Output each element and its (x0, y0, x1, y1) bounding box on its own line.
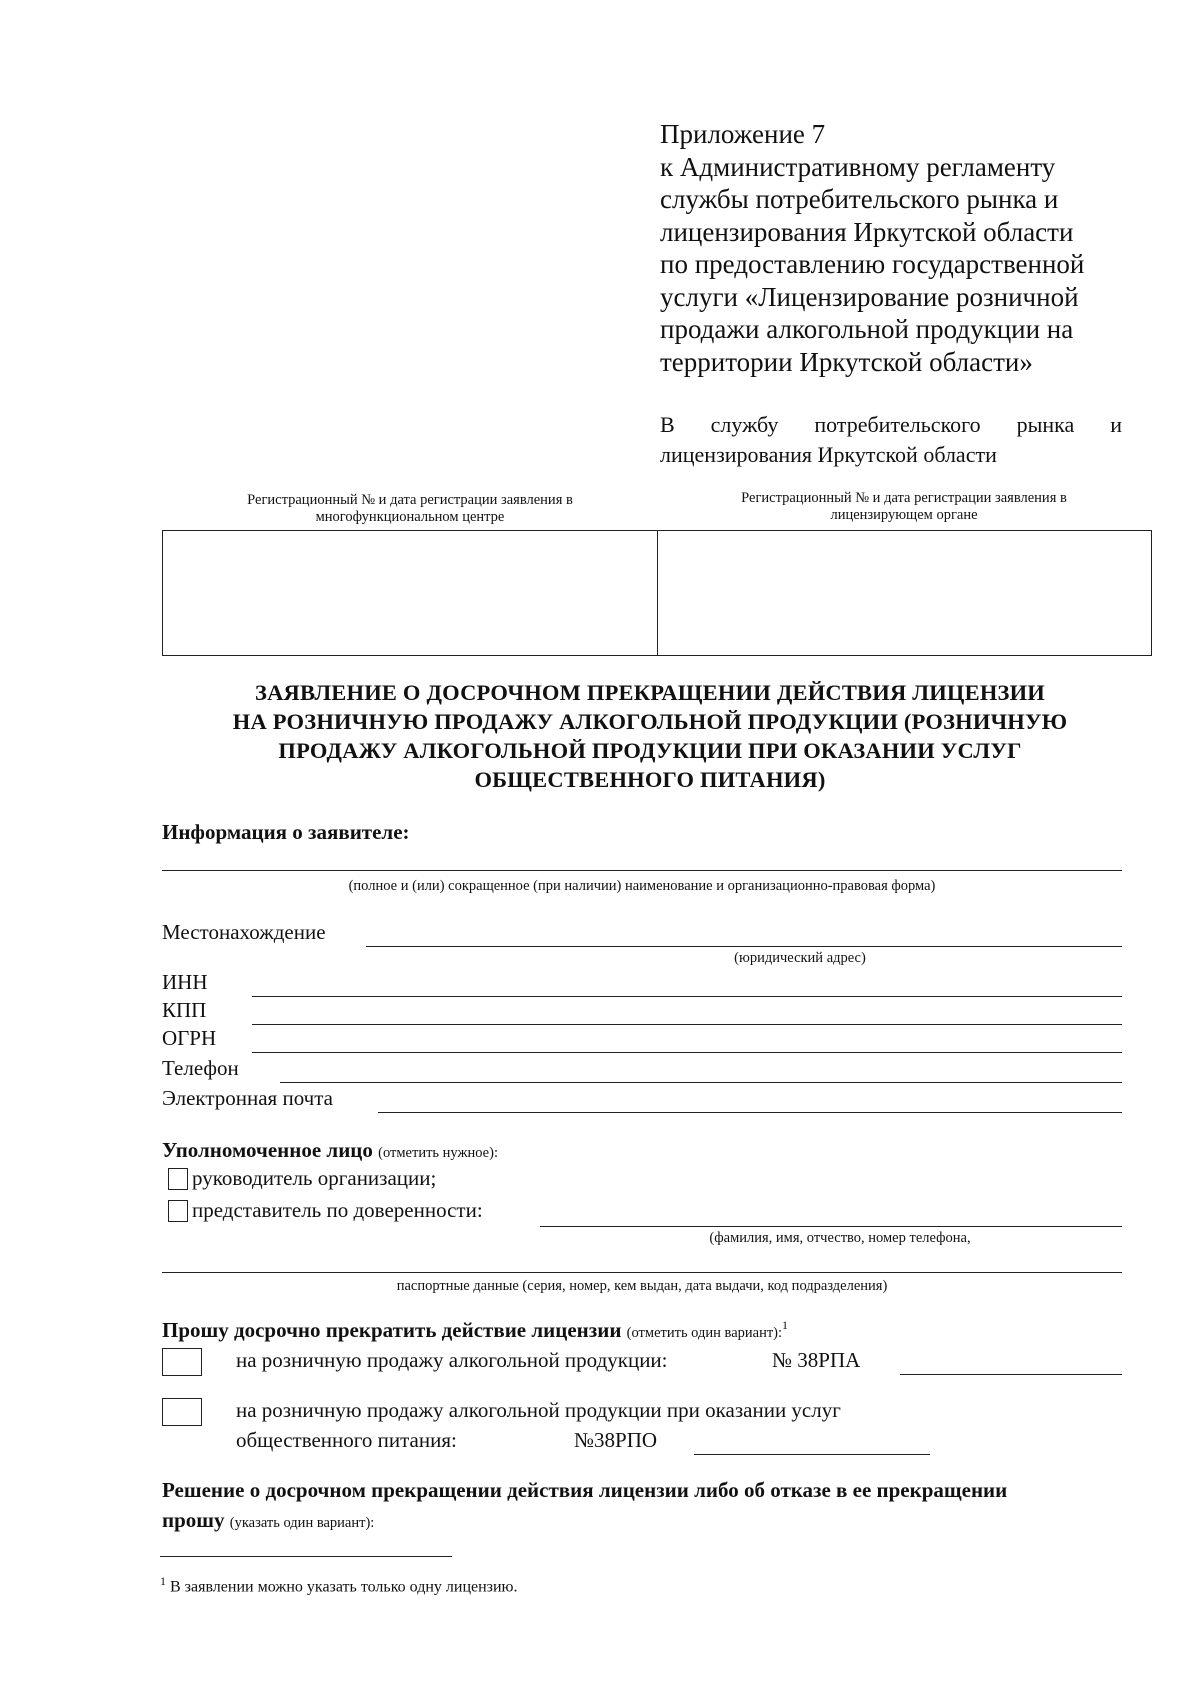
footnote-separator (160, 1556, 452, 1557)
appendix-line: услуги «Лицензирование розничной (660, 281, 1079, 312)
ogrn-field[interactable] (252, 1052, 1122, 1053)
footnote-ref: 1 (782, 1318, 789, 1332)
label-line: Регистрационный № и дата регистрации заявления в (247, 492, 573, 508)
proxy-representative-field[interactable] (540, 1226, 1122, 1227)
footnote (160, 1574, 518, 1596)
applicant-name-field[interactable] (162, 870, 1122, 871)
location-caption: (юридический адрес) (734, 950, 866, 966)
phone-field[interactable] (280, 1082, 1122, 1083)
kpp-field[interactable] (252, 1024, 1122, 1025)
catering-license-number: №38РПО (574, 1428, 658, 1452)
label-line: лицензирующем органе (830, 507, 978, 523)
proxy-caption: (фамилия, имя, отчество, номер телефона, (709, 1230, 971, 1246)
retail-license-number: № 38РПА (772, 1348, 861, 1372)
addressee-line: лицензирования Иркутской области (660, 442, 997, 467)
catering-license-label: на розничную продажу алкогольной продукции при оказании услуг (236, 1398, 841, 1422)
appendix-line: службы потребительского рынка и (660, 184, 1059, 214)
head-of-organization-label: руководитель организации; (192, 1166, 437, 1190)
email-field[interactable] (378, 1112, 1122, 1113)
decision-hint: (указать один вариант): (229, 1515, 375, 1531)
label-line: многофункциональном центре (315, 509, 505, 525)
authorized-heading: Уполномоченное лицо (162, 1138, 373, 1162)
head-of-organization-checkbox[interactable] (168, 1168, 188, 1190)
title-line: ОБЩЕСТВЕННОГО ПИТАНИЯ) (474, 767, 826, 792)
catering-license-number-field[interactable] (694, 1454, 930, 1455)
decision-heading-cont: прошу (162, 1508, 225, 1532)
proxy-representative-checkbox[interactable] (168, 1200, 188, 1222)
title-line: ЗАЯВЛЕНИЕ О ДОСРОЧНОМ ПРЕКРАЩЕНИИ ДЕЙСТВИЯ ЛИЦЕНЗИИ (255, 680, 1045, 705)
decision-heading-row (162, 1508, 374, 1533)
authorized-hint: (отметить нужное): (378, 1145, 498, 1161)
footnote-text: В заявлении можно указать только одну лицензию. (170, 1578, 518, 1596)
request-heading: Прошу досрочно прекратить действие лицензии (162, 1318, 622, 1342)
appendix-line: территории Иркутской области» (660, 346, 1033, 377)
title-line: ПРОДАЖУ АЛКОГОЛЬНОЙ ПРОДУКЦИИ ПРИ ОКАЗАНИИ УСЛУГ (278, 738, 1022, 763)
addressee (660, 410, 1122, 470)
location-field[interactable] (366, 946, 1122, 947)
applicant-name-caption: (полное и (или) сокращенное (при наличии) наименование и организационно-правовая форма) (348, 878, 936, 894)
registration-table (162, 530, 1152, 656)
licensing-registration-label (664, 490, 1144, 524)
addressee-line: В службу потребительского рынка и (660, 412, 1122, 437)
applicant-heading: Информация о заявителе: (162, 820, 410, 844)
appendix-line: Приложение 7 (660, 119, 826, 149)
passport-caption: паспортные данные (серия, номер, кем выдан, дата выдачи, код подразделения) (396, 1278, 888, 1294)
request-heading-row (162, 1318, 788, 1343)
proxy-representative-label: представитель по доверенности: (192, 1198, 483, 1222)
appendix-header (660, 118, 1120, 378)
passport-field[interactable] (162, 1272, 1122, 1273)
appendix-line: по предоставлению государственной (660, 249, 1085, 279)
licensing-registration-cell[interactable] (657, 531, 1152, 655)
appendix-line: к Административному регламенту (660, 151, 1056, 182)
retail-license-label: на розничную продажу алкогольной продукции: (236, 1348, 668, 1372)
kpp-label: КПП (162, 998, 207, 1022)
inn-label: ИНН (162, 970, 208, 994)
authorized-heading-row (162, 1138, 498, 1163)
document-title (150, 678, 1150, 794)
email-label: Электронная почта (162, 1086, 333, 1110)
retail-license-number-field[interactable] (900, 1374, 1122, 1375)
appendix-line: лицензирования Иркутской области (660, 216, 1074, 247)
retail-license-checkbox[interactable] (162, 1348, 202, 1376)
request-hint: (отметить один вариант): (626, 1325, 783, 1341)
inn-field[interactable] (252, 996, 1122, 997)
decision-heading: Решение о досрочном прекращении действия лицензии либо об отказе в ее прекращении (162, 1478, 1008, 1502)
footnote-mark: 1 (160, 1574, 166, 1588)
mfc-registration-label (170, 492, 650, 526)
appendix-line: продажи алкогольной продукции на (660, 314, 1074, 344)
catering-license-label-cont: общественного питания: (236, 1428, 457, 1452)
mfc-registration-cell[interactable] (163, 531, 657, 655)
location-label: Местонахождение (162, 920, 326, 944)
title-line: НА РОЗНИЧНУЮ ПРОДАЖУ АЛКОГОЛЬНОЙ ПРОДУКЦИИ (РОЗНИЧНУЮ (232, 709, 1068, 734)
phone-label: Телефон (162, 1056, 239, 1080)
label-line: Регистрационный № и дата регистрации заявления в (741, 490, 1067, 506)
catering-license-checkbox[interactable] (162, 1398, 202, 1426)
ogrn-label: ОГРН (162, 1026, 217, 1050)
